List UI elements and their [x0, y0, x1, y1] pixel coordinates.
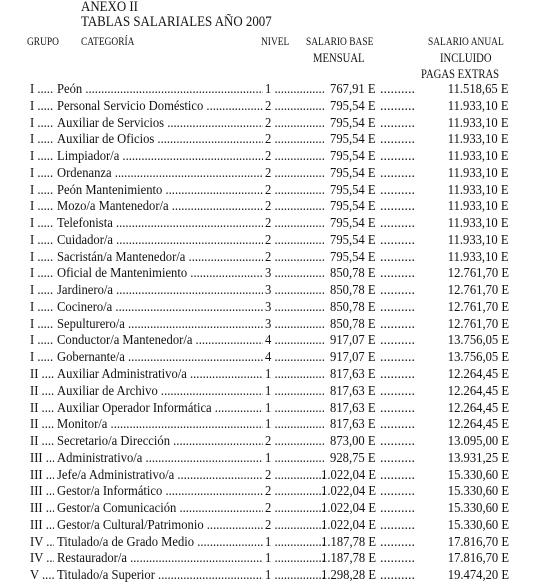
header-salario-base-2: MENSUAL [313, 50, 365, 65]
grupo-cell: I ..... [30, 216, 54, 232]
salario-anual-cell: 17.816,70 E [447, 534, 509, 550]
grupo-cell: II ..... [30, 417, 54, 433]
table-row [0, 99, 536, 116]
nivel-cell: 2 ..... [265, 468, 325, 484]
table-row [0, 149, 536, 166]
nivel-cell: 3 ..... [265, 283, 325, 299]
salario-anual-cell: 12.761,70 E [447, 299, 509, 315]
leader-dots [380, 266, 416, 282]
annex-label: ANEXO II [81, 0, 138, 15]
leader-dots [380, 199, 416, 215]
nivel-cell: 2 ..... [265, 99, 325, 115]
salario-anual-cell: 11.933,10 E [448, 165, 509, 181]
nivel-cell: 1 ..... [265, 367, 325, 383]
salario-base-cell: 850,78 E [330, 266, 376, 282]
nivel-cell: 3 ..... [265, 300, 325, 316]
nivel-cell: 2 ..... [265, 166, 325, 182]
salario-base-cell: 795,54 E [330, 232, 376, 248]
categoria-cell: Cuidador/a ..... [57, 233, 263, 249]
categoria-cell: Gestor/a Cultural/Patrimonio ..... [57, 518, 263, 534]
leader-dots [380, 367, 416, 383]
grupo-cell: IV ..... [30, 551, 54, 567]
categoria-cell: Gestor/a Informático ..... [57, 484, 263, 500]
salario-anual-cell: 15.330,60 E [447, 517, 509, 533]
grupo-cell: I ..... [30, 350, 54, 366]
salary-table [0, 82, 536, 585]
nivel-cell: 2 ..... [265, 149, 325, 165]
grupo-cell: I ..... [30, 149, 54, 165]
nivel-cell: 4 ..... [265, 333, 325, 349]
categoria-cell: Peón ..... [57, 82, 263, 98]
document-title: TABLAS SALARIALES AÑO 2007 [81, 14, 272, 30]
leader-dots [380, 551, 416, 567]
grupo-cell: I ..... [30, 132, 54, 148]
categoria-cell: Conductor/a Mantenedor/a ..... [57, 333, 263, 349]
salario-anual-cell: 15.330,60 E [447, 484, 509, 500]
grupo-cell: III ..... [30, 468, 54, 484]
salario-base-cell: 873,00 E [330, 434, 376, 450]
table-row [0, 199, 536, 216]
categoria-cell: Secretario/a Dirección ..... [57, 434, 263, 450]
categoria-cell: Telefonista ..... [57, 216, 263, 232]
salario-anual-cell: 19.474,20 E [447, 568, 509, 584]
salario-base-cell: 1.298,28 E [321, 568, 376, 584]
grupo-cell: III ..... [30, 501, 54, 517]
leader-dots [380, 99, 416, 115]
salario-anual-cell: 15.330,60 E [447, 467, 509, 483]
leader-dots [380, 300, 416, 316]
table-row [0, 116, 536, 133]
leader-dots [380, 233, 416, 249]
grupo-cell: II ..... [30, 367, 54, 383]
salario-anual-cell: 11.933,10 E [448, 132, 509, 148]
grupo-cell: I ..... [30, 317, 54, 333]
categoria-cell: Auxiliar de Oficios ..... [57, 132, 263, 148]
grupo-cell: I ..... [30, 166, 54, 182]
salario-anual-cell: 11.933,10 E [448, 182, 509, 198]
nivel-cell: 2 ..... [265, 484, 325, 500]
grupo-cell: I ..... [30, 250, 54, 266]
salario-anual-cell: 15.330,60 E [447, 501, 509, 517]
table-row [0, 250, 536, 267]
table-row [0, 266, 536, 283]
grupo-cell: I ..... [30, 82, 54, 98]
salario-base-cell: 1.022,04 E [321, 501, 376, 517]
salario-base-cell: 795,54 E [330, 132, 376, 148]
salario-base-cell: 795,54 E [330, 182, 376, 198]
nivel-cell: 1 ..... [265, 401, 325, 417]
nivel-cell: 1 ..... [265, 451, 325, 467]
salario-base-cell: 850,78 E [330, 283, 376, 299]
categoria-cell: Administrativo/a ..... [57, 451, 263, 467]
salario-anual-cell: 17.816,70 E [447, 551, 509, 567]
header-salario-anual-1: SALARIO ANUAL [428, 36, 504, 48]
categoria-cell: Gestor/a Comunicación ..... [57, 501, 263, 517]
table-row [0, 518, 536, 535]
salario-base-cell: 795,54 E [330, 199, 376, 215]
nivel-cell: 1 ..... [265, 568, 325, 584]
nivel-cell: 1 ..... [265, 535, 325, 551]
grupo-cell: I ..... [30, 233, 54, 249]
table-row [0, 132, 536, 149]
nivel-cell: 2 ..... [265, 216, 325, 232]
grupo-cell: II ..... [30, 434, 54, 450]
nivel-cell: 1 ..... [265, 417, 325, 433]
table-row [0, 568, 536, 585]
leader-dots [380, 166, 416, 182]
salario-anual-cell: 11.933,10 E [448, 249, 509, 265]
leader-dots [380, 518, 416, 534]
categoria-cell: Auxiliar Operador Informática ..... [57, 401, 263, 417]
categoria-cell: Gobernante/a ..... [57, 350, 263, 366]
categoria-cell: Restaurador/a ..... [57, 551, 263, 567]
leader-dots [380, 434, 416, 450]
table-row [0, 300, 536, 317]
nivel-cell: 1 ..... [265, 384, 325, 400]
leader-dots [380, 484, 416, 500]
salario-base-cell: 917,07 E [330, 350, 376, 366]
nivel-cell: 3 ..... [265, 266, 325, 282]
categoria-cell: Sacristán/a Mantenedor/a ..... [57, 250, 263, 266]
table-row [0, 216, 536, 233]
leader-dots [380, 568, 416, 584]
nivel-cell: 2 ..... [265, 250, 325, 266]
categoria-cell: Limpiador/a ..... [57, 149, 263, 165]
salario-base-cell: 817,63 E [330, 383, 376, 399]
leader-dots [380, 183, 416, 199]
table-row [0, 384, 536, 401]
grupo-cell: I ..... [30, 266, 54, 282]
salario-base-cell: 850,78 E [330, 316, 376, 332]
table-row [0, 82, 536, 99]
categoria-cell: Jardinero/a ..... [57, 283, 263, 299]
salario-base-cell: 795,54 E [330, 149, 376, 165]
leader-dots [380, 501, 416, 517]
salario-anual-cell: 11.518,65 E [448, 82, 509, 97]
table-row [0, 333, 536, 350]
nivel-cell: 3 ..... [265, 317, 325, 333]
salario-base-cell: 1.187,78 E [321, 534, 376, 550]
salario-base-cell: 795,54 E [330, 216, 376, 232]
nivel-cell: 2 ..... [265, 183, 325, 199]
header-categoria: CATEGORÍA [81, 36, 135, 48]
grupo-cell: I ..... [30, 183, 54, 199]
categoria-cell: Monitor/a ..... [57, 417, 263, 433]
leader-dots [380, 401, 416, 417]
table-row [0, 501, 536, 518]
salario-anual-cell: 13.756,05 E [447, 333, 509, 349]
table-row [0, 183, 536, 200]
nivel-cell: 1 ..... [265, 82, 325, 98]
table-row [0, 350, 536, 367]
grupo-cell: II ..... [30, 384, 54, 400]
grupo-cell: I ..... [30, 333, 54, 349]
categoria-cell: Titulado/a de Grado Medio ..... [57, 535, 263, 551]
salario-base-cell: 1.022,04 E [321, 517, 376, 533]
salario-anual-cell: 13.756,05 E [447, 350, 509, 366]
salario-anual-cell: 12.264,45 E [447, 400, 509, 416]
nivel-cell: 2 ..... [265, 434, 325, 450]
table-row [0, 317, 536, 334]
leader-dots [380, 384, 416, 400]
categoria-cell: Titulado/a Superior ..... [57, 568, 263, 584]
categoria-cell: Oficial de Mantenimiento ..... [57, 266, 263, 282]
header-grupo: GRUPO [27, 36, 59, 48]
salario-base-cell: 917,07 E [330, 333, 376, 349]
leader-dots [380, 149, 416, 165]
salario-anual-cell: 11.933,10 E [448, 216, 509, 232]
grupo-cell: I ..... [30, 99, 54, 115]
salario-anual-cell: 12.264,45 E [447, 417, 509, 433]
categoria-cell: Ordenanza ..... [57, 166, 263, 182]
salario-base-cell: 795,54 E [330, 115, 376, 131]
salario-base-cell: 795,54 E [330, 249, 376, 265]
leader-dots [380, 468, 416, 484]
salario-base-cell: 817,63 E [330, 417, 376, 433]
salario-anual-cell: 11.933,10 E [448, 98, 509, 114]
salario-anual-cell: 12.264,45 E [447, 367, 509, 383]
salario-base-cell: 928,75 E [330, 450, 376, 466]
nivel-cell: 2 ..... [265, 501, 325, 517]
leader-dots [380, 535, 416, 551]
nivel-cell: 2 ..... [265, 199, 325, 215]
nivel-cell: 2 ..... [265, 233, 325, 249]
header-nivel: NIVEL [261, 36, 290, 48]
salario-anual-cell: 12.761,70 E [447, 283, 509, 299]
table-row [0, 484, 536, 501]
salario-base-cell: 767,91 E [330, 82, 376, 97]
leader-dots [380, 250, 416, 266]
categoria-cell: Personal Servicio Doméstico ..... [57, 99, 263, 115]
categoria-cell: Auxiliar de Archivo ..... [57, 384, 263, 400]
leader-dots [380, 350, 416, 366]
table-row [0, 551, 536, 568]
grupo-cell: III ..... [30, 451, 54, 467]
categoria-cell: Cocinero/a ..... [57, 300, 263, 316]
table-row [0, 535, 536, 552]
leader-dots [380, 451, 416, 467]
salario-anual-cell: 13.095,00 E [447, 434, 509, 450]
leader-dots [380, 283, 416, 299]
leader-dots [380, 317, 416, 333]
grupo-cell: II ..... [30, 401, 54, 417]
leader-dots [380, 216, 416, 232]
salario-anual-cell: 11.933,10 E [448, 149, 509, 165]
grupo-cell: I ..... [30, 199, 54, 215]
salario-anual-cell: 11.933,10 E [448, 232, 509, 248]
table-row [0, 367, 536, 384]
grupo-cell: I ..... [30, 283, 54, 299]
leader-dots [380, 417, 416, 433]
salario-anual-cell: 12.761,70 E [447, 316, 509, 332]
nivel-cell: 2 ..... [265, 116, 325, 132]
nivel-cell: 2 ..... [265, 518, 325, 534]
categoria-cell: Mozo/a Mantenedor/a ..... [57, 199, 263, 215]
salario-base-cell: 795,54 E [330, 98, 376, 114]
table-row [0, 166, 536, 183]
salario-base-cell: 1.187,78 E [321, 551, 376, 567]
categoria-cell: Auxiliar Administrativo/a ..... [57, 367, 263, 383]
salario-anual-cell: 12.761,70 E [447, 266, 509, 282]
header-salario-anual-2: INCLUIDO [440, 50, 492, 65]
grupo-cell: III ..... [30, 484, 54, 500]
table-row [0, 468, 536, 485]
nivel-cell: 4 ..... [265, 350, 325, 366]
salario-base-cell: 850,78 E [330, 299, 376, 315]
salario-base-cell: 817,63 E [330, 400, 376, 416]
header-salario-base-1: SALARIO BASE [306, 36, 374, 48]
nivel-cell: 1 ..... [265, 551, 325, 567]
table-row [0, 451, 536, 468]
header-salario-anual-3: PAGAS EXTRAS [421, 66, 500, 81]
salario-base-cell: 795,54 E [330, 165, 376, 181]
grupo-cell: I ..... [30, 116, 54, 132]
leader-dots [380, 132, 416, 148]
salario-anual-cell: 11.933,10 E [448, 115, 509, 131]
leader-dots [380, 116, 416, 132]
table-row [0, 283, 536, 300]
categoria-cell: Auxiliar de Servicios ..... [57, 116, 263, 132]
grupo-cell: III ..... [30, 518, 54, 534]
grupo-cell: I ..... [30, 300, 54, 316]
salario-base-cell: 817,63 E [330, 367, 376, 383]
salario-base-cell: 1.022,04 E [321, 467, 376, 483]
table-row [0, 401, 536, 418]
table-row [0, 233, 536, 250]
leader-dots [380, 82, 416, 98]
nivel-cell: 2 ..... [265, 132, 325, 148]
salario-anual-cell: 13.931,25 E [447, 450, 509, 466]
salario-anual-cell: 11.933,10 E [448, 199, 509, 215]
table-row [0, 434, 536, 451]
categoria-cell: Sepulturero/a ..... [57, 317, 263, 333]
grupo-cell: V ..... [30, 568, 54, 584]
leader-dots [380, 333, 416, 349]
salario-base-cell: 1.022,04 E [321, 484, 376, 500]
grupo-cell: IV ..... [30, 535, 54, 551]
categoria-cell: Jefe/a Administrativo/a ..... [57, 468, 263, 484]
categoria-cell: Peón Mantenimiento ..... [57, 183, 263, 199]
table-row [0, 417, 536, 434]
salario-anual-cell: 12.264,45 E [447, 383, 509, 399]
